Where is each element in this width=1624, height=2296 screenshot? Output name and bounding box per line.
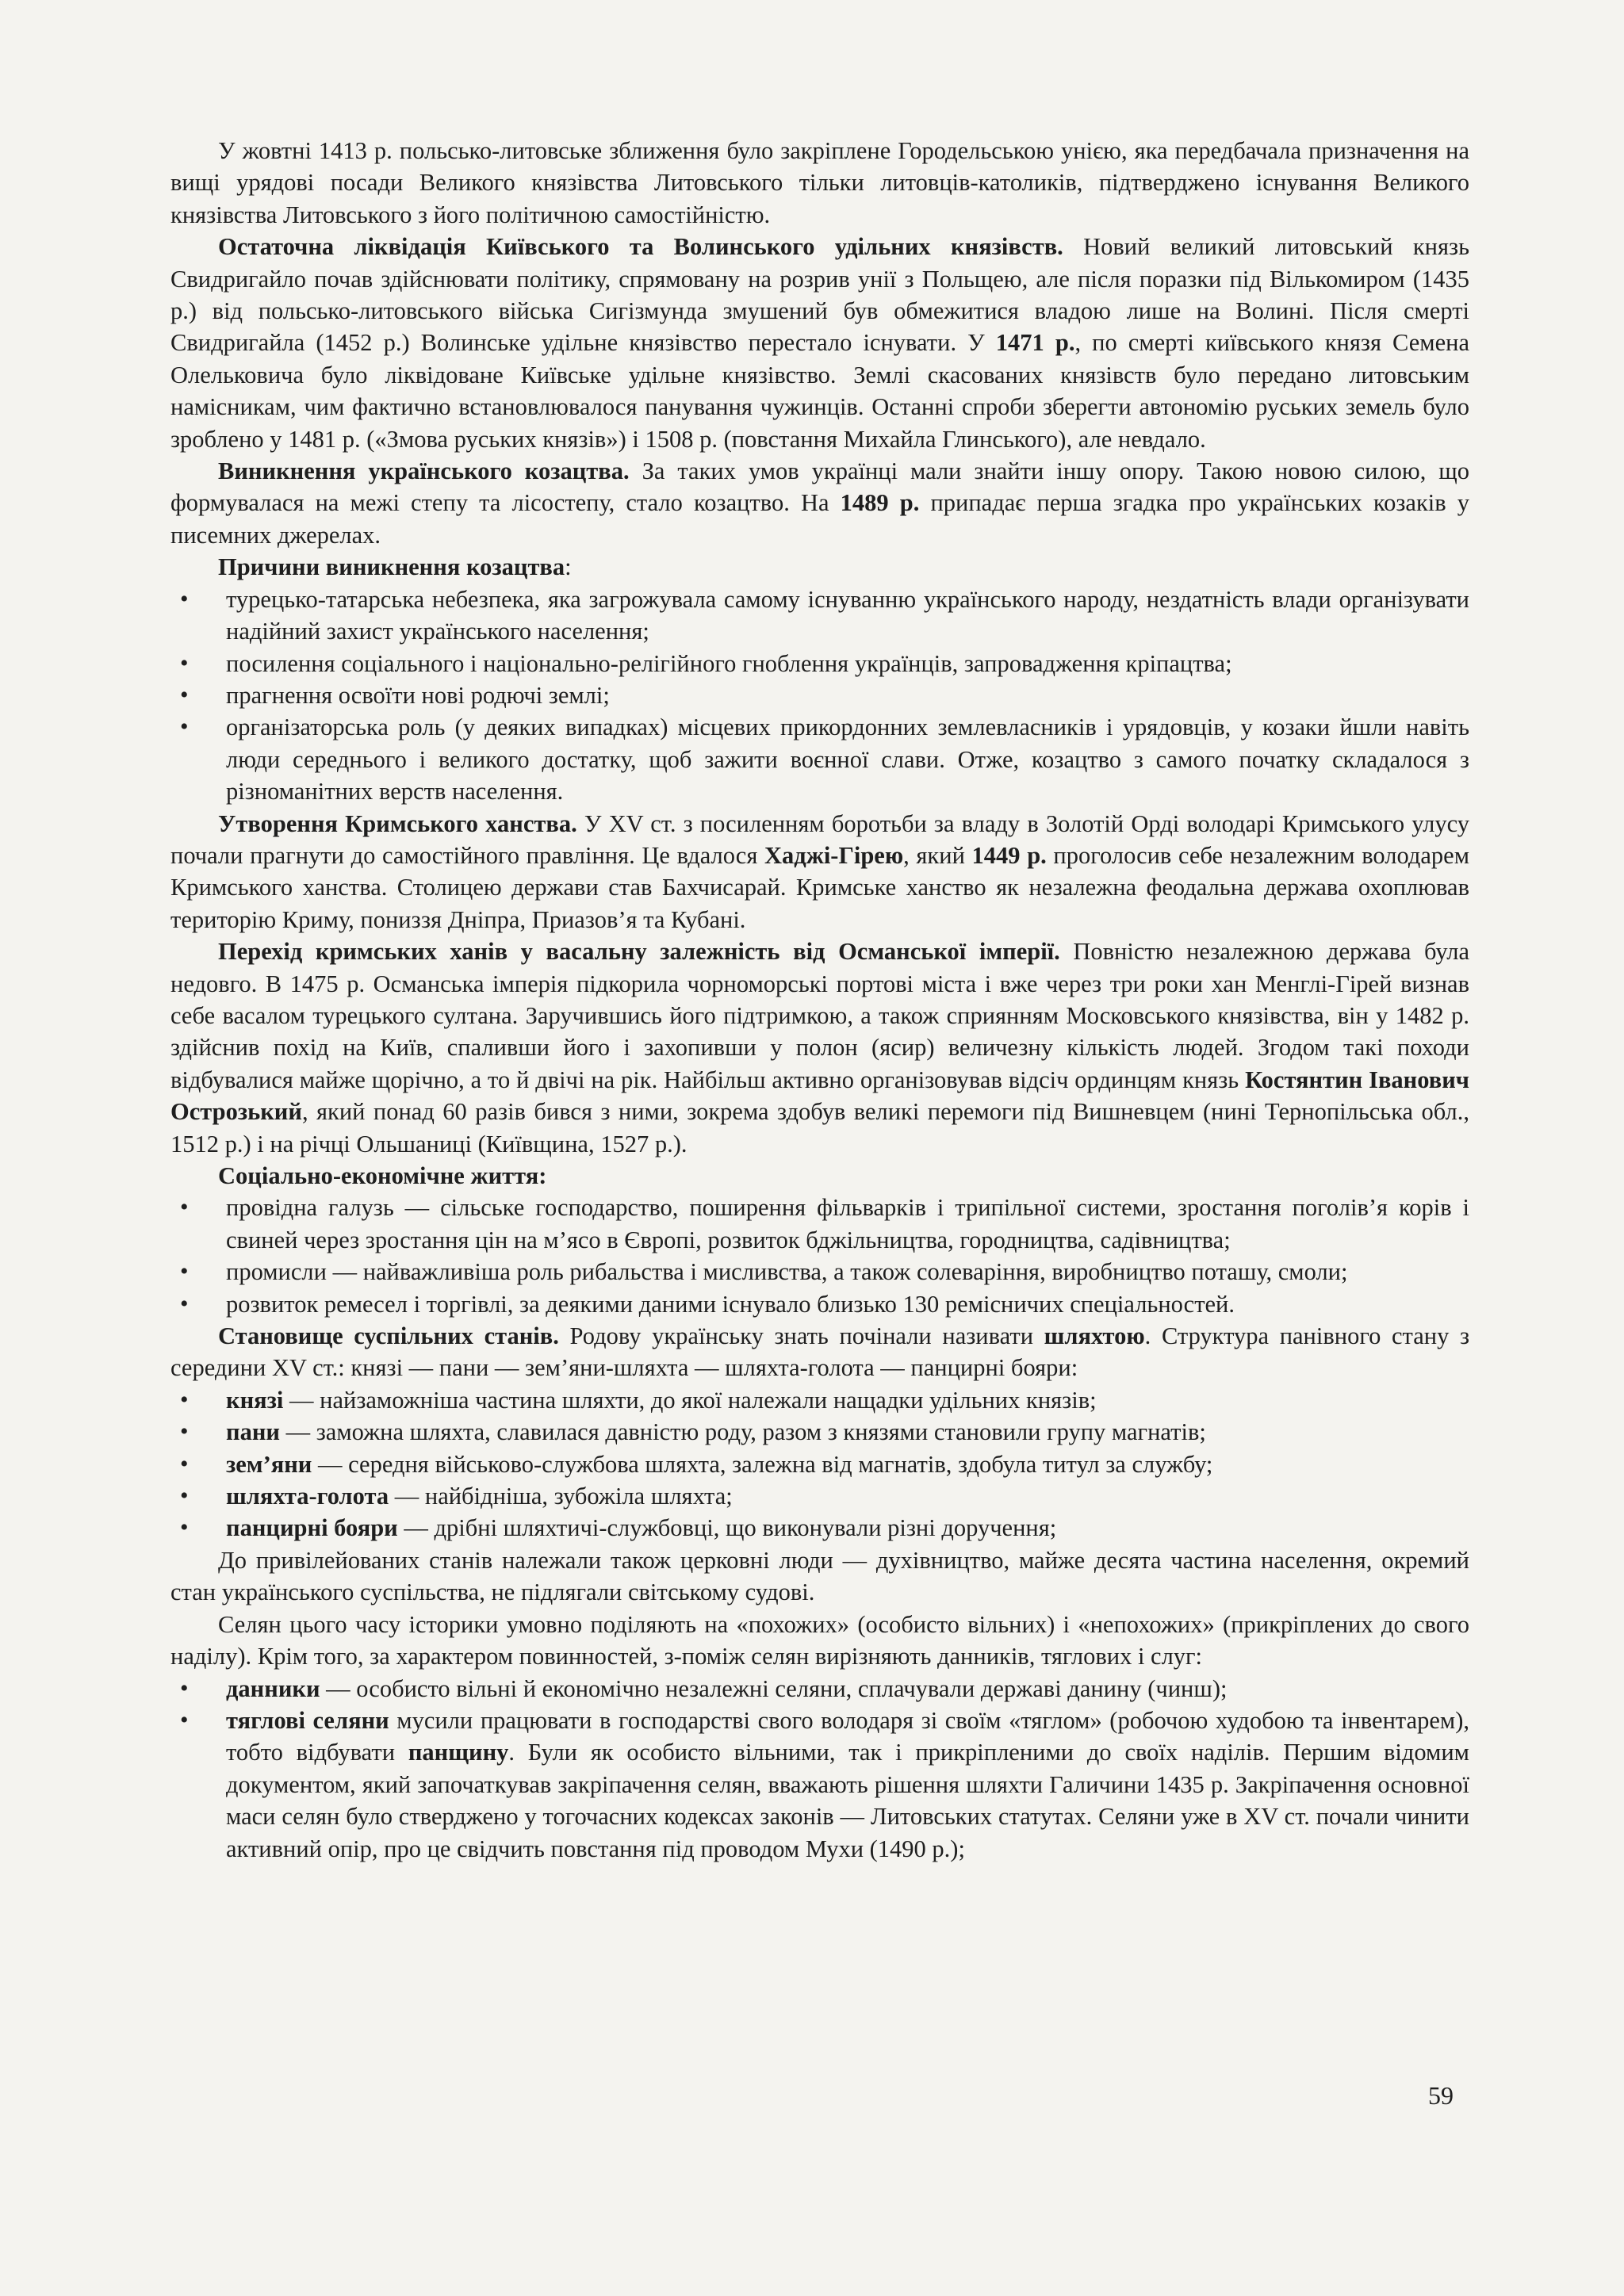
paragraph-economy-heading xyxy=(170,1160,1469,1192)
paragraph-causes-heading: Причини виникнення козацтва: xyxy=(218,553,572,581)
heading-vassal: Перехід кримських ханів у васальну залежність від Османської імперії. xyxy=(218,938,1060,966)
list-item: • прагнення освоїти нові родючі землі; xyxy=(226,679,1469,711)
list-item: • панцирні бояри — дрібні шляхтичі-службовці, що виконували різні доручення; xyxy=(226,1512,1469,1544)
list-item: • тяглові селяни мусили працювати в господарстві свого володаря зі своїм «тяглом» (робочою худобою та інвентарем), тобто відбувати панщину. Були як особисто вільними, так і прикріпленими до своїх наділів. Першим відомим документом, який започаткував закріпачення селян, вважають рішення шляхти Галичини 1435 р. Закріпачення основної маси селян було стверджено у тогочасних кодексах законів — Литовських статутах. Селяни уже в XV ст. почали чинити активний опір, про це свідчить повстання під проводом Мухи (1490 р.); xyxy=(226,1705,1469,1865)
list-item: • провідна галузь — сільське господарство, поширення фільварків і трипільної системи, зростання поголів’я корів і свиней через зростання цін на м’ясо в Європі, розвиток бджільництва, городництва, садівництва; xyxy=(226,1192,1469,1256)
list-causes xyxy=(170,584,1469,808)
paragraph-horodlo-union: У жовтні 1413 р. польсько-литовське зближення було закріплене Городельською унією, яка передбачала призначення на вищі урядові посади Великого князівства Литовського тільки литовців-католиків, підтверджено існування Великого князівства Литовського з його політичною самостійністю. xyxy=(170,137,1469,228)
list-item: • розвиток ремесел і торгівлі, за деякими даними існувало близько 130 ремісничих спеціальностей. xyxy=(226,1288,1469,1320)
heading-causes: Причини виникнення козацтва xyxy=(218,553,565,581)
page-number: 59 xyxy=(1428,2081,1454,2110)
heading-cossacks: Виникнення українського козацтва. xyxy=(218,457,630,485)
list-item: • пани — заможна шляхта, славилася давністю роду, разом з князями становили групу магнатів; xyxy=(226,1416,1469,1448)
paragraph-peasants: Селян цього часу історики умовно поділяють на «похожих» (особисто вільних) і «непохожих» (прикріплених до свого наділу). Крім того, за характером повинностей, з-поміж селян вирізняють данників, тяглових і слуг: xyxy=(170,1610,1469,1670)
list-item: • зем’яни — середня військово-службова шляхта, залежна від магнатів, здобула титул за службу; xyxy=(226,1448,1469,1480)
paragraph-clergy: До привілейованих станів належали також церковні люди — духівництво, майже десята частина населення, окремий стан українського суспільства, не підлягали світському судові. xyxy=(170,1546,1469,1606)
list-item: • турецько-татарська небезпека, яка загрожувала самому існуванню українського народу, нездатність влади організувати надійний захист українського населення; xyxy=(226,584,1469,648)
list-item: • організаторська роль (у деяких випадках) місцевих прикордонних землевласників і урядовців, у козаки йшли навіть люди середнього і великого достатку, щоб зажити воєнної слави. Отже, козацтво з самого початку складалося з різноманітних верств населення. xyxy=(226,711,1469,807)
heading-economy: Соціально-економічне життя: xyxy=(218,1162,547,1189)
list-peasants xyxy=(170,1673,1469,1865)
list-item: • посилення соціального і національно-релігійного гноблення українців, запровадження кріпацтва; xyxy=(226,648,1469,679)
heading-liquidation: Остаточна ліквідація Київського та Волинського удільних князівств. xyxy=(218,233,1063,261)
heading-estates: Становище суспільних станів. xyxy=(218,1322,559,1350)
list-item: • данники — особисто вільні й економічно незалежні селяни, сплачували державі данину (чинш); xyxy=(226,1673,1469,1705)
list-item: • шляхта-голота — найбідніша, зубожіла шляхта; xyxy=(226,1480,1469,1512)
list-item: • князі — найзаможніша частина шляхти, до якої належали нащадки удільних князів; xyxy=(226,1384,1469,1416)
page-content xyxy=(170,135,1469,1865)
paragraph-liquidation: Остаточна ліквідація Київського та Волинського удільних князівств. Новий великий литовський князь Свидригайло почав здійснювати політику, спрямовану на розрив унії з Польщею, але після поразки під Вількомиром (1435 р.) від польсько-литовського війська Сигізмунда змушений був обмежитися владою лише на Волині. Після смерті Свидригайла (1452 р.) Волинське удільне князівство перестало існувати. У 1471 р., по смерті київського князя Семена Олельковича було ліквідоване Київське удільне князівство. Землі скасованих князівств було передано литовським намісникам, чим фактично встановлювалося панування чужинців. Останні спроби зберегти автономію руських земель було зроблено у 1481 р. («Змова руських князів») і 1508 р. (повстання Михайла Глинського), але невдало. xyxy=(170,233,1469,453)
paragraph-estates: Становище суспільних станів. Родову українську знать почінали називати шляхтою. Структура панівного стану з середини XV ст.: князі — пани — зем’яни-шляхта — шляхта-голота — панцирні бояри: xyxy=(170,1322,1470,1382)
heading-crimea: Утворення Кримського ханства. xyxy=(218,809,577,837)
paragraph-crimea: Утворення Кримського ханства. У XV ст. з посиленням боротьби за владу в Золотій Орді володарі Кримського улусу почали прагнути до самостійного правління. Це вдалося Хаджі-Гірею, який 1449 р. проголосив себе незалежним володарем Кримського ханства. Столицею держави став Бахчисарай. Кримське ханство як незалежна феодальна держава охоплював територію Криму, пониззя Дніпра, Приазов’я та Кубані. xyxy=(170,809,1469,933)
list-item: • промисли — найважливіша роль рибальства і мисливства, а також солеваріння, виробництво поташу, смоли; xyxy=(226,1256,1469,1288)
paragraph-vassal: Перехід кримських ханів у васальну залежність від Османської імперії. Повністю незалежною держава була недовго. В 1475 р. Османська імперія підкорила чорноморські портові міста і вже через три роки хан Менглі-Гірей визнав себе васалом турецького султана. Заручившись його підтримкою, а також сприянням Московського князівства, він у 1482 р. здійснив похід на Київ, спаливши його і захопивши у полон (ясир) величезну кількість людей. Згодом такі походи відбувалися майже щорічно, а то й двічі на рік. Найбільш активно організовував відсіч ординцям князь Костянтин Іванович Острозький, який понад 60 разів бився з ними, зокрема здобув великі перемоги під Вишневцем (нині Тернопільська обл., 1512 р.) і на річці Ольшаниці (Київщина, 1527 р.). xyxy=(170,938,1469,1158)
paragraph-cossacks: Виникнення українського козацтва. За таких умов українці мали знайти іншу опору. Такою новою силою, що формувалася на межі степу та лісостепу, стало козацтво. На 1489 р. припадає перша згадка про українських козаків у писемних джерелах. xyxy=(170,457,1469,549)
list-estates xyxy=(170,1384,1469,1544)
list-economy xyxy=(170,1192,1469,1320)
